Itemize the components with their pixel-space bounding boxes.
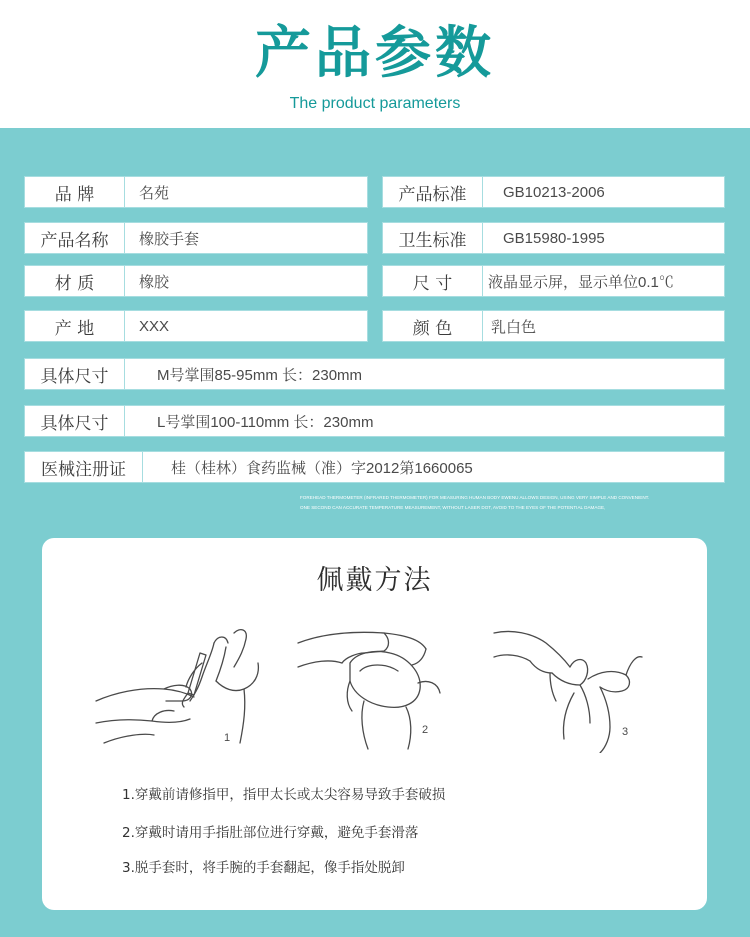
param-value: L号掌围100-110mm 长：230mm xyxy=(157,413,374,431)
param-value: GB10213-2006 xyxy=(503,183,605,201)
param-product-standard xyxy=(382,176,725,208)
param-origin xyxy=(24,310,368,342)
usage-step-1: 1.穿戴前请修指甲，指甲太长或太尖容易导致手套破损 xyxy=(122,787,446,803)
param-value: 液晶显示屏，显示单位0.1℃ xyxy=(488,273,674,291)
param-hygiene-standard xyxy=(382,222,725,254)
param-label: 产品标准 xyxy=(383,177,483,207)
figure-number: 2 xyxy=(422,724,429,736)
param-label: 产品名称 xyxy=(25,223,125,253)
param-label: 具体尺寸 xyxy=(25,406,125,436)
param-product-name xyxy=(24,222,368,254)
glove-wearing-illustration xyxy=(294,623,464,753)
glove-removal-illustration xyxy=(490,623,660,753)
param-value: 橡胶 xyxy=(139,273,170,291)
param-label: 品 牌 xyxy=(25,177,125,207)
param-value: XXX xyxy=(139,317,170,335)
param-specific-size-l xyxy=(24,405,725,437)
usage-title: 佩戴方法 xyxy=(316,565,433,596)
param-label: 尺 寸 xyxy=(383,266,483,296)
param-value: 乳白色 xyxy=(491,318,537,336)
usage-step-2: 2.穿戴时请用手指肚部位进行穿戴，避免手套滑落 xyxy=(122,825,419,841)
param-value: M号掌围85-95mm 长：230mm xyxy=(157,366,363,384)
param-value: 橡胶手套 xyxy=(139,230,200,248)
param-registration xyxy=(24,451,725,483)
param-label: 产 地 xyxy=(25,311,125,341)
figure-number: 3 xyxy=(622,726,629,738)
param-label: 材 质 xyxy=(25,266,125,296)
figure-number: 1 xyxy=(224,732,231,744)
fine-print-line-2: ONE SECOND CAN ACCURATE TEMPERATURE MEASUREMENT, WITHOUT LASER DOT, AVOID TO THE EYES OF THE POTENTIAL DAMAGE, xyxy=(300,505,606,510)
param-color xyxy=(382,310,725,342)
param-brand xyxy=(24,176,368,208)
param-label: 医械注册证 xyxy=(25,452,143,482)
usage-step-3: 3.脱手套时，将手腕的手套翻起，像手指处脱卸 xyxy=(122,860,405,876)
nail-trimming-illustration xyxy=(94,623,264,753)
page-title: 产品参数 xyxy=(255,21,495,86)
fine-print-line-1: FOREHEAD THERMOMETER (INFRARED THERMOMETER) FOR MEASURING HUMAN BODY EWENU ALLOWS DESIGN, USING VERY SIMPLE AND CONVENIENT. xyxy=(300,495,650,500)
param-specific-size-m xyxy=(24,358,725,390)
param-label: 颜 色 xyxy=(383,311,483,341)
param-label: 具体尺寸 xyxy=(25,359,125,389)
param-value: GB15980-1995 xyxy=(503,229,605,247)
param-material xyxy=(24,265,368,297)
param-value: 名苑 xyxy=(139,184,170,202)
page-header xyxy=(0,0,750,128)
param-size xyxy=(382,265,725,297)
param-value: 桂（桂林）食药监械（准）字2012第1660065 xyxy=(171,459,473,477)
page-subtitle: The product parameters xyxy=(289,95,461,112)
usage-card xyxy=(42,538,707,910)
param-label: 卫生标准 xyxy=(383,223,483,253)
